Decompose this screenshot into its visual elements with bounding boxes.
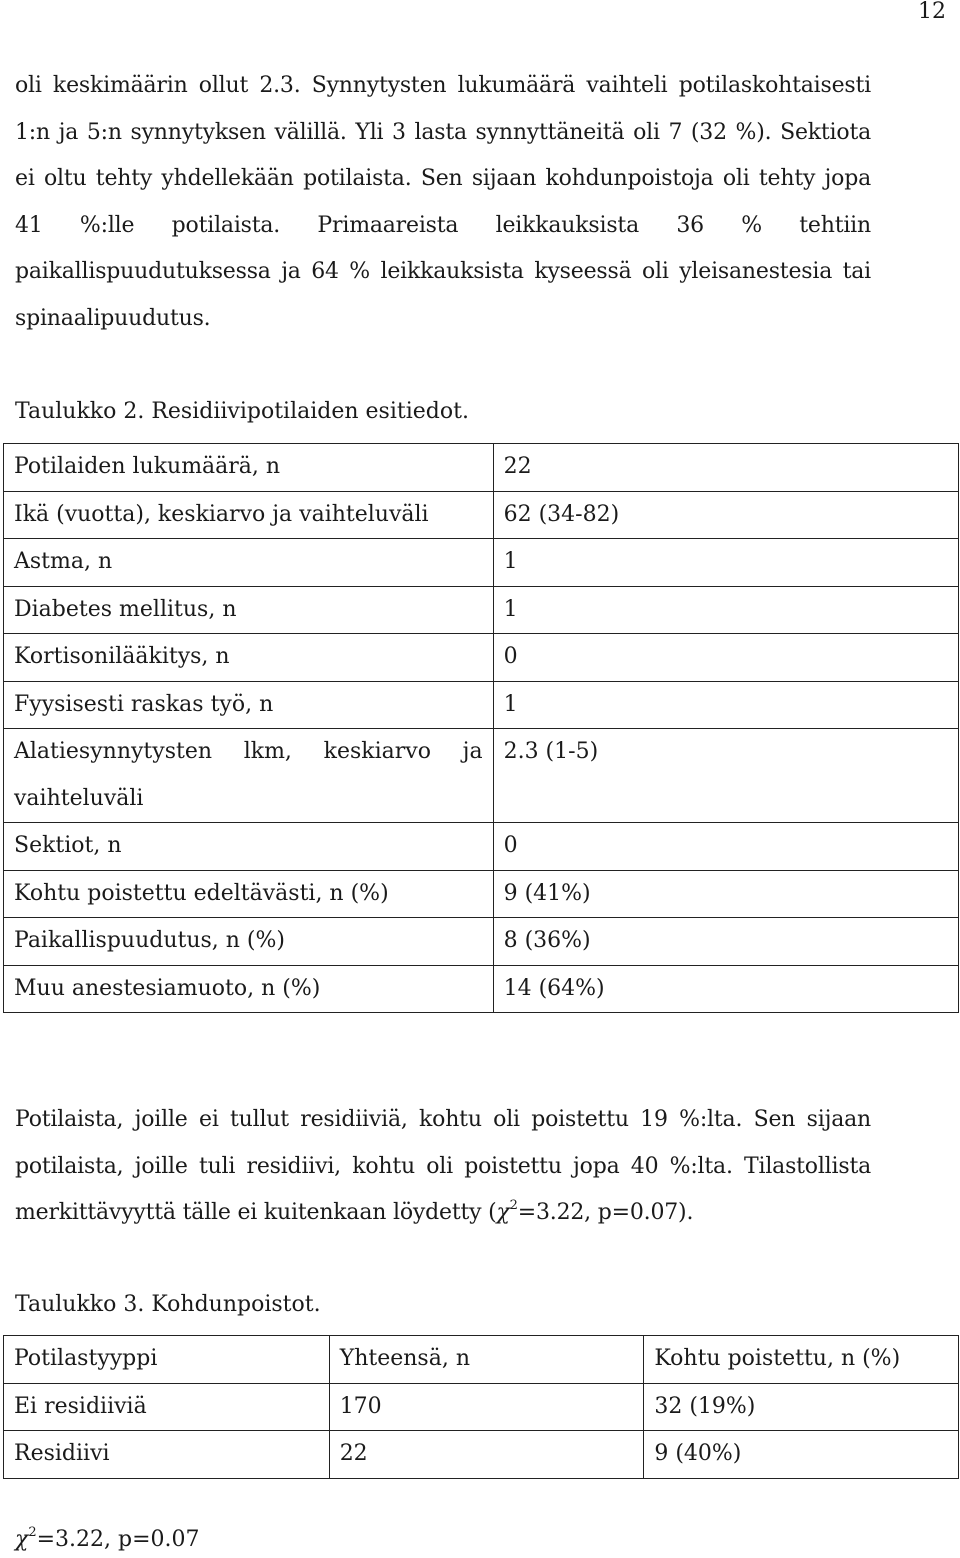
chi-exponent: 2 xyxy=(28,1525,37,1540)
table3-cell: Ei residiiviä xyxy=(4,1383,330,1431)
table2-patient-background xyxy=(3,443,959,1013)
table2-label: Sektiot, n xyxy=(4,823,494,871)
table-row xyxy=(4,1383,959,1431)
table-row xyxy=(4,918,959,966)
table2-label: Fyysisesti raskas työ, n xyxy=(4,681,494,729)
table-row xyxy=(4,539,959,587)
table-row xyxy=(4,729,959,823)
table2-value: 8 (36%) xyxy=(493,918,958,966)
table3-cell: 22 xyxy=(329,1431,644,1479)
table3-caption: Taulukko 3. Kohdunpoistot. xyxy=(15,1292,321,1317)
table2-label: Astma, n xyxy=(4,539,494,587)
footnote-stats: =3.22, p=0.07 xyxy=(36,1527,200,1552)
body-paragraph-2 xyxy=(15,1097,871,1237)
table2-value: 1 xyxy=(493,539,958,587)
table2-label: Paikallispuudutus, n (%) xyxy=(4,918,494,966)
table-row xyxy=(4,444,959,492)
table2-label: Kortisonilääkitys, n xyxy=(4,634,494,682)
table-row xyxy=(4,823,959,871)
table3-footnote xyxy=(15,1524,200,1556)
table3-cell: 32 (19%) xyxy=(644,1383,959,1431)
table2-label: Kohtu poistettu edeltävästi, n (%) xyxy=(4,870,494,918)
table2-value: 1 xyxy=(493,681,958,729)
table2-value: 14 (64%) xyxy=(493,965,958,1013)
table3-cell: 170 xyxy=(329,1383,644,1431)
table2-value: 62 (34-82) xyxy=(493,491,958,539)
chi-symbol: χ xyxy=(496,1200,510,1225)
table-row xyxy=(4,965,959,1013)
table2-label: Muu anestesiamuoto, n (%) xyxy=(4,965,494,1013)
table-row xyxy=(4,491,959,539)
table-row xyxy=(4,634,959,682)
table2-value: 22 xyxy=(493,444,958,492)
table2-label: Alatiesynnytysten lkm, keskiarvo ja vaihteluväli xyxy=(4,729,494,823)
page-number: 12 xyxy=(918,0,946,24)
table-header-row xyxy=(4,1336,959,1384)
table3-header: Potilastyyppi xyxy=(4,1336,330,1384)
table2-value: 0 xyxy=(493,634,958,682)
table-row xyxy=(4,1431,959,1479)
table-row xyxy=(4,681,959,729)
table2-label: Potilaiden lukumäärä, n xyxy=(4,444,494,492)
chi-exponent: 2 xyxy=(509,1198,518,1213)
table2-label: Ikä (vuotta), keskiarvo ja vaihteluväli xyxy=(4,491,494,539)
table2-value: 0 xyxy=(493,823,958,871)
paragraph2-tail: =3.22, p=0.07). xyxy=(517,1200,694,1225)
table3-header: Yhteensä, n xyxy=(329,1336,644,1384)
paragraph2-text: Potilaista, joille ei tullut residiiviä, kohtu oli poistettu 19 %:lta. Sen sijaan potilaista, joille tuli residiivi, kohtu oli poistettu jopa 40 %:lta. Tilastollista merkittävyyttä tälle ei kuitenkaan löydetty ( xyxy=(15,1107,871,1225)
table3-hysterectomies xyxy=(3,1335,959,1479)
table2-caption: Taulukko 2. Residiivipotilaiden esitiedot. xyxy=(15,399,469,424)
table3-header: Kohtu poistettu, n (%) xyxy=(644,1336,959,1384)
table3-cell: Residiivi xyxy=(4,1431,330,1479)
table3-cell: 9 (40%) xyxy=(644,1431,959,1479)
table-row xyxy=(4,586,959,634)
table-row xyxy=(4,870,959,918)
table2-value: 2.3 (1-5) xyxy=(493,729,958,823)
table2-label: Diabetes mellitus, n xyxy=(4,586,494,634)
table2-value: 9 (41%) xyxy=(493,870,958,918)
table2-value: 1 xyxy=(493,586,958,634)
chi-symbol: χ xyxy=(15,1527,29,1552)
body-paragraph-1: oli keskimäärin ollut 2.3. Synnytysten lukumäärä vaihteli potilaskohtaisesti 1:n ja 5:n synnytyksen välillä. Yli 3 lasta synnyttäneitä oli 7 (32 %). Sektiota ei oltu tehty yhdellekään potilaista. Sen sijaan kohdunpoistoja oli tehty jopa 41 %:lle potilaista. Primaareista leikkauksista 36 % tehtiin paikallispuudutuksessa ja 64 % leikkauksista kyseessä oli yleisanestesia tai spinaalipuudutus. xyxy=(15,73,871,331)
